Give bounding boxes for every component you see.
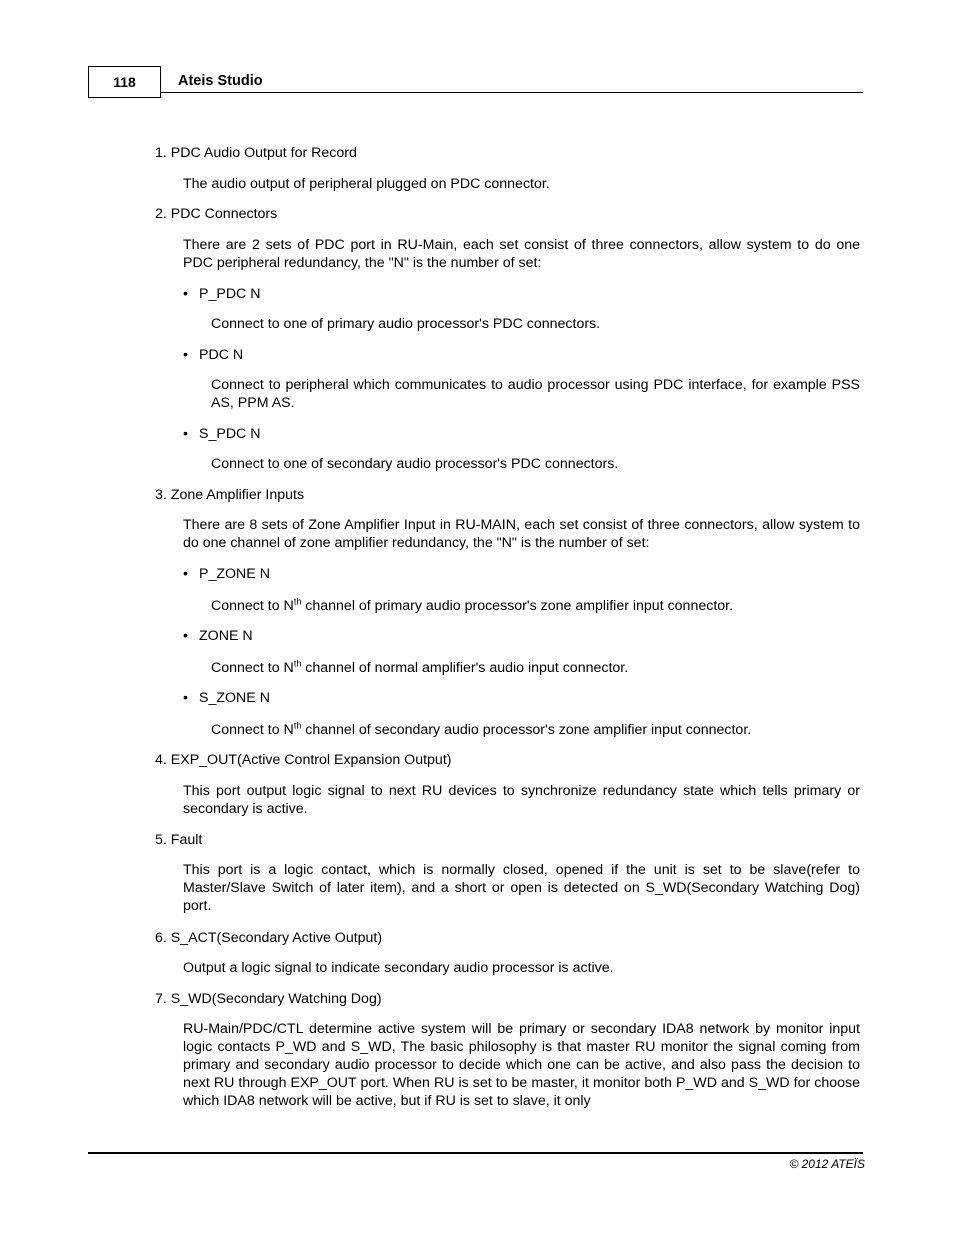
- bullet-label: P_PDC N: [199, 286, 261, 302]
- bullet-description: Connect to peripheral which communicates to audio processor using PDC interface, for example PSS AS, PPM AS.: [211, 377, 860, 411]
- bullet-glyph: •: [183, 566, 188, 582]
- list-item-description: RU-Main/PDC/CTL determine active system will be primary or secondary IDA8 network by monitor input logic contacts P_WD and S_WD, The basic philosophy is that master RU monitor the signal coming from primary and secondary audio processor to decide which one can be active, and also pass the decision to next RU through EXP_OUT port. When RU is set to be master, it monitor both P_WD and S_WD for choose which IDA8 network will be active, but if RU is set to slave, it only: [183, 1021, 860, 1109]
- bullet-glyph: •: [183, 426, 188, 442]
- page-number: 118: [88, 66, 161, 98]
- document-title: Ateis Studio: [178, 73, 263, 89]
- bullet-description: Connect to one of primary audio processor's PDC connectors.: [211, 316, 601, 332]
- bullet-glyph: •: [183, 628, 188, 644]
- ordinal-suffix: th: [293, 720, 302, 731]
- list-item-heading: 2. PDC Connectors: [155, 206, 278, 222]
- list-item-description: This port output logic signal to next RU devices to synchronize redundancy state which tells primary or secondary is active.: [183, 783, 860, 817]
- bullet-description: [211, 659, 860, 677]
- list-item-description: The audio output of peripheral plugged on PDC connector.: [183, 176, 550, 192]
- bullet-item: [183, 346, 243, 364]
- bullet-glyph: •: [183, 690, 188, 706]
- list-item-description: Output a logic signal to indicate secondary audio processor is active.: [183, 960, 614, 976]
- desc-text: channel of normal amplifier's audio input connector.: [301, 660, 629, 676]
- bullet-label: ZONE N: [199, 628, 253, 644]
- bullet-label: S_ZONE N: [199, 690, 270, 706]
- bullet-label: S_PDC N: [199, 426, 261, 442]
- bullet-description: [211, 721, 860, 739]
- header-divider: [161, 92, 863, 93]
- list-item-heading: 5. Fault: [155, 832, 203, 848]
- desc-text: Connect to N: [211, 722, 294, 738]
- ordinal-suffix: th: [293, 658, 302, 669]
- bullet-glyph: •: [183, 286, 188, 302]
- footer-divider: [88, 1152, 863, 1154]
- ordinal-suffix: th: [293, 596, 302, 607]
- list-item-heading: 4. EXP_OUT(Active Control Expansion Output): [155, 752, 452, 768]
- bullet-item: [183, 285, 261, 303]
- list-item-description: There are 8 sets of Zone Amplifier Input in RU-MAIN, each set consist of three connectors, allow system to do one channel of zone amplifier redundancy, the "N" is the number of set:: [183, 517, 860, 551]
- bullet-item: [183, 689, 270, 707]
- list-item-heading: 7. S_WD(Secondary Watching Dog): [155, 991, 382, 1007]
- bullet-item: [183, 425, 261, 443]
- bullet-label: P_ZONE N: [199, 566, 270, 582]
- list-item-heading: 1. PDC Audio Output for Record: [155, 145, 357, 161]
- desc-text: channel of secondary audio processor's zone amplifier input connector.: [301, 722, 752, 738]
- bullet-item: [183, 627, 253, 645]
- bullet-label: PDC N: [199, 347, 244, 363]
- desc-text: channel of primary audio processor's zone amplifier input connector.: [301, 598, 734, 614]
- list-item-description: This port is a logic contact, which is normally closed, opened if the unit is set to be slave(refer to Master/Slave Switch of later item), and a short or open is detected on S_WD(Secondary Watching Dog) port.: [183, 862, 860, 914]
- list-item-heading: 6. S_ACT(Secondary Active Output): [155, 930, 383, 946]
- bullet-description: Connect to one of secondary audio processor's PDC connectors.: [211, 456, 619, 472]
- bullet-description: [211, 597, 860, 615]
- desc-text: Connect to N: [211, 660, 294, 676]
- list-item-heading: 3. Zone Amplifier Inputs: [155, 487, 305, 503]
- list-item-description: There are 2 sets of PDC port in RU-Main, each set consist of three connectors, allow system to do one PDC peripheral redundancy, the "N" is the number of set:: [183, 237, 860, 271]
- bullet-glyph: •: [183, 347, 188, 363]
- desc-text: Connect to N: [211, 598, 294, 614]
- footer-copyright: © 2012 ATEÏS: [789, 1157, 865, 1171]
- bullet-item: [183, 565, 270, 583]
